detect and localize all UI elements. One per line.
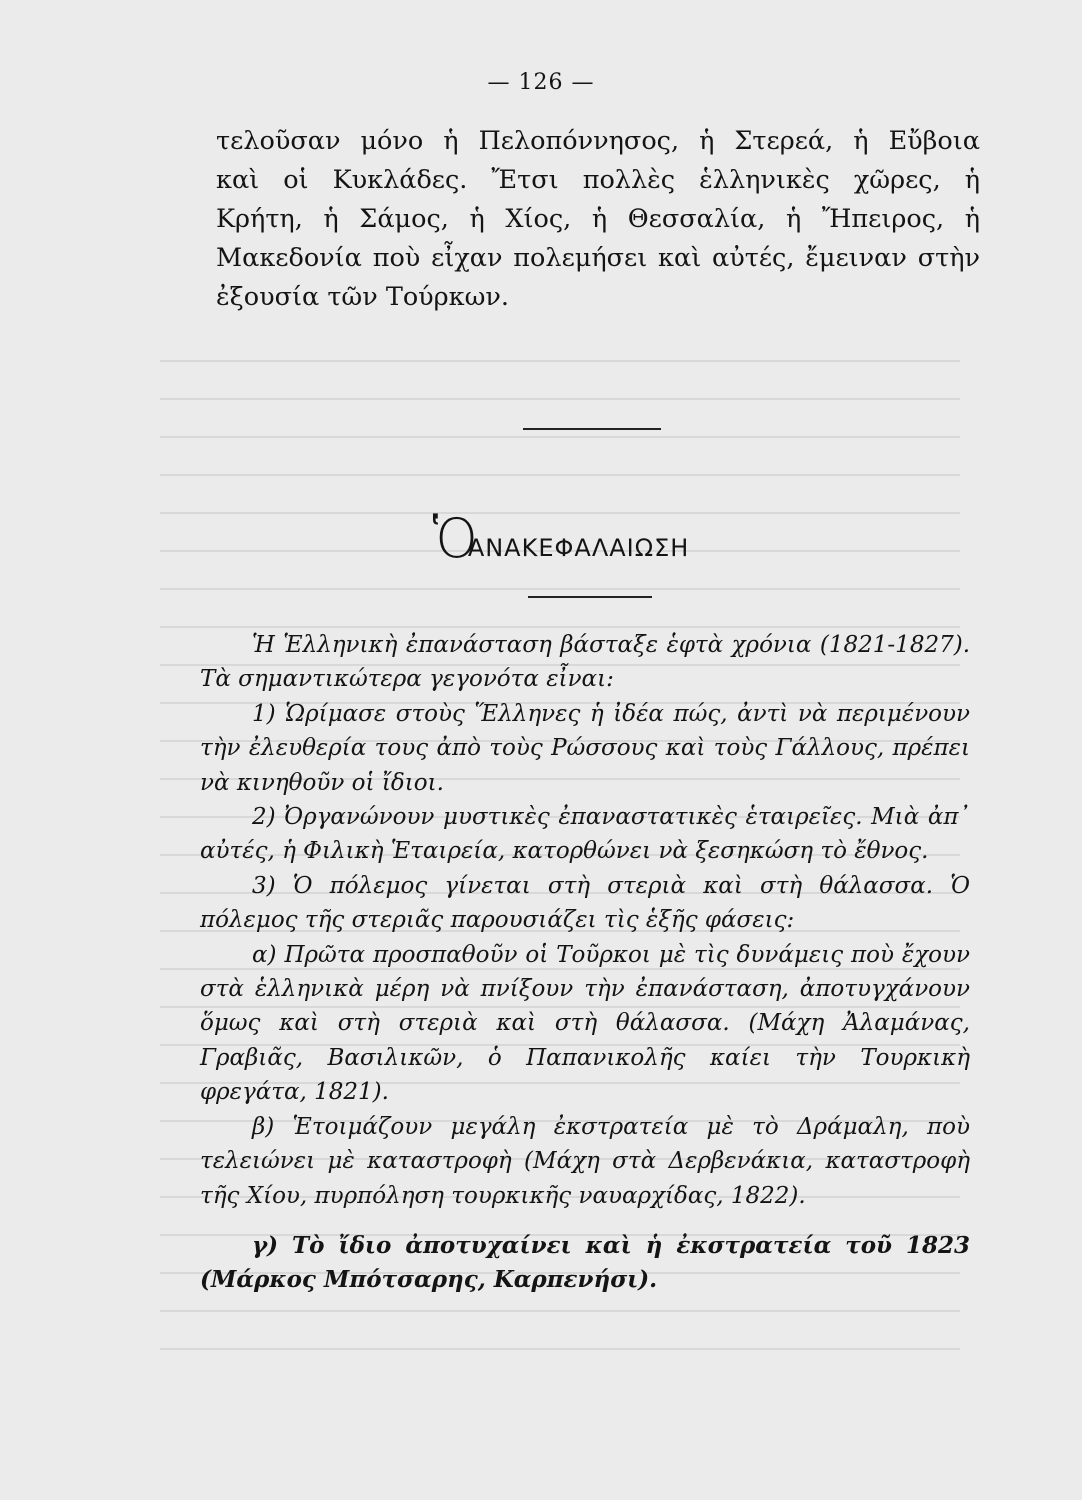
summary-item-c: γ) Τὸ ἴδιο ἀποτυχαίνει καὶ ἡ ἐκστρατεία τοῦ 1823 (Μάρκος Μπότσαρης, Καρπενήσι).	[200, 1231, 970, 1294]
summary-body	[200, 628, 970, 1298]
summary-point-3: 3) Ὁ πόλεμος γίνεται στὴ στεριὰ καὶ στὴ θάλασσα. Ὁ πόλεμος τῆς στεριᾶς παρουσιάζει τὶς ἑξῆς φάσεις:	[200, 872, 970, 934]
section-heading	[432, 506, 690, 570]
summary-intro: Ἡ Ἑλληνικὴ ἐπανάσταση βάσταξε ἑφτὰ χρόνια (1821-1827). Τὰ σημαντικώτερα γεγονότα εἶναι:	[200, 632, 970, 693]
paragraph-line: τελοῦσαν μόνο ἡ Πελοπόννησος, ἡ Στερεά, ἡ Εὔβοια	[216, 126, 980, 156]
heading-underline	[528, 596, 652, 598]
paragraph-line: ἐξουσία τῶν Τούρκων.	[216, 282, 510, 312]
summary-point-1: 1) Ὡρίμασε στοὺς Ἕλληνες ἡ ἰδέα πώς, ἀντὶ νὰ περιμένουν τὴν ἐλευθερία τους ἀπὸ τοὺς Ρώσσους καὶ τοὺς Γάλλους, πρέπει νὰ κινηθοῦν οἱ ἴδιοι.	[200, 700, 970, 796]
summary-item-a: α) Πρῶτα προσπαθοῦν οἱ Τοῦρκοι μὲ τὶς δυνάμεις ποὺ ἔχουν στὰ ἑλληνικὰ μέρη νὰ πνίξουν τὴν ἐπανάσταση, ἀποτυγχάνουν ὅμως καὶ στὴ στεριὰ καὶ στὴ θάλασσα. (Μάχη Ἀλαμάνας, Γραβιᾶς, Βασιλικῶν, ὁ Παπανικολῆς καίει τὴν Τουρκικὴ φρεγάτα, 1821).	[200, 941, 970, 1106]
paragraph-line: Μακεδονία ποὺ εἶχαν πολεμήσει καὶ αὐτές, ἔμειναν στὴν	[216, 243, 980, 273]
paragraph-line: Κρήτη, ἡ Σάμος, ἡ Χίος, ἡ Θεσσαλία, ἡ Ἤπειρος, ἡ	[216, 204, 980, 234]
summary-item-b: β) Ἑτοιμάζουν μεγάλη ἐκστρατεία μὲ τὸ Δράμαλη, ποὺ τελειώνει μὲ καταστροφὴ (Μάχη στὰ Δερβενάκια, καταστροφὴ τῆς Χίου, πυρπόληση τουρκικῆς ναυαρχίδας, 1822).	[200, 1113, 970, 1209]
heading-title: ΑΝΑΚΕΦΑΛΑΙΩΣΗ	[467, 534, 690, 562]
summary-point-2: 2) Ὀργανώνουν μυστικὲς ἐπαναστατικὲς ἑταιρεῖες. Μιὰ ἀπ᾿ αὐτές, ἡ Φιλικὴ Ἑταιρεία, κατορθώνει νὰ ξεσηκώση τὸ ἔθνος.	[200, 804, 970, 865]
section-divider	[523, 428, 661, 430]
paragraph-line: καὶ οἱ Κυκλάδες. Ἔτσι πολλὲς ἑλληνικὲς χῶρες, ἡ	[216, 165, 980, 195]
heading-dropcap: Ὁ	[432, 507, 478, 570]
continued-paragraph	[216, 122, 980, 317]
page-number: — 126 —	[487, 70, 595, 95]
